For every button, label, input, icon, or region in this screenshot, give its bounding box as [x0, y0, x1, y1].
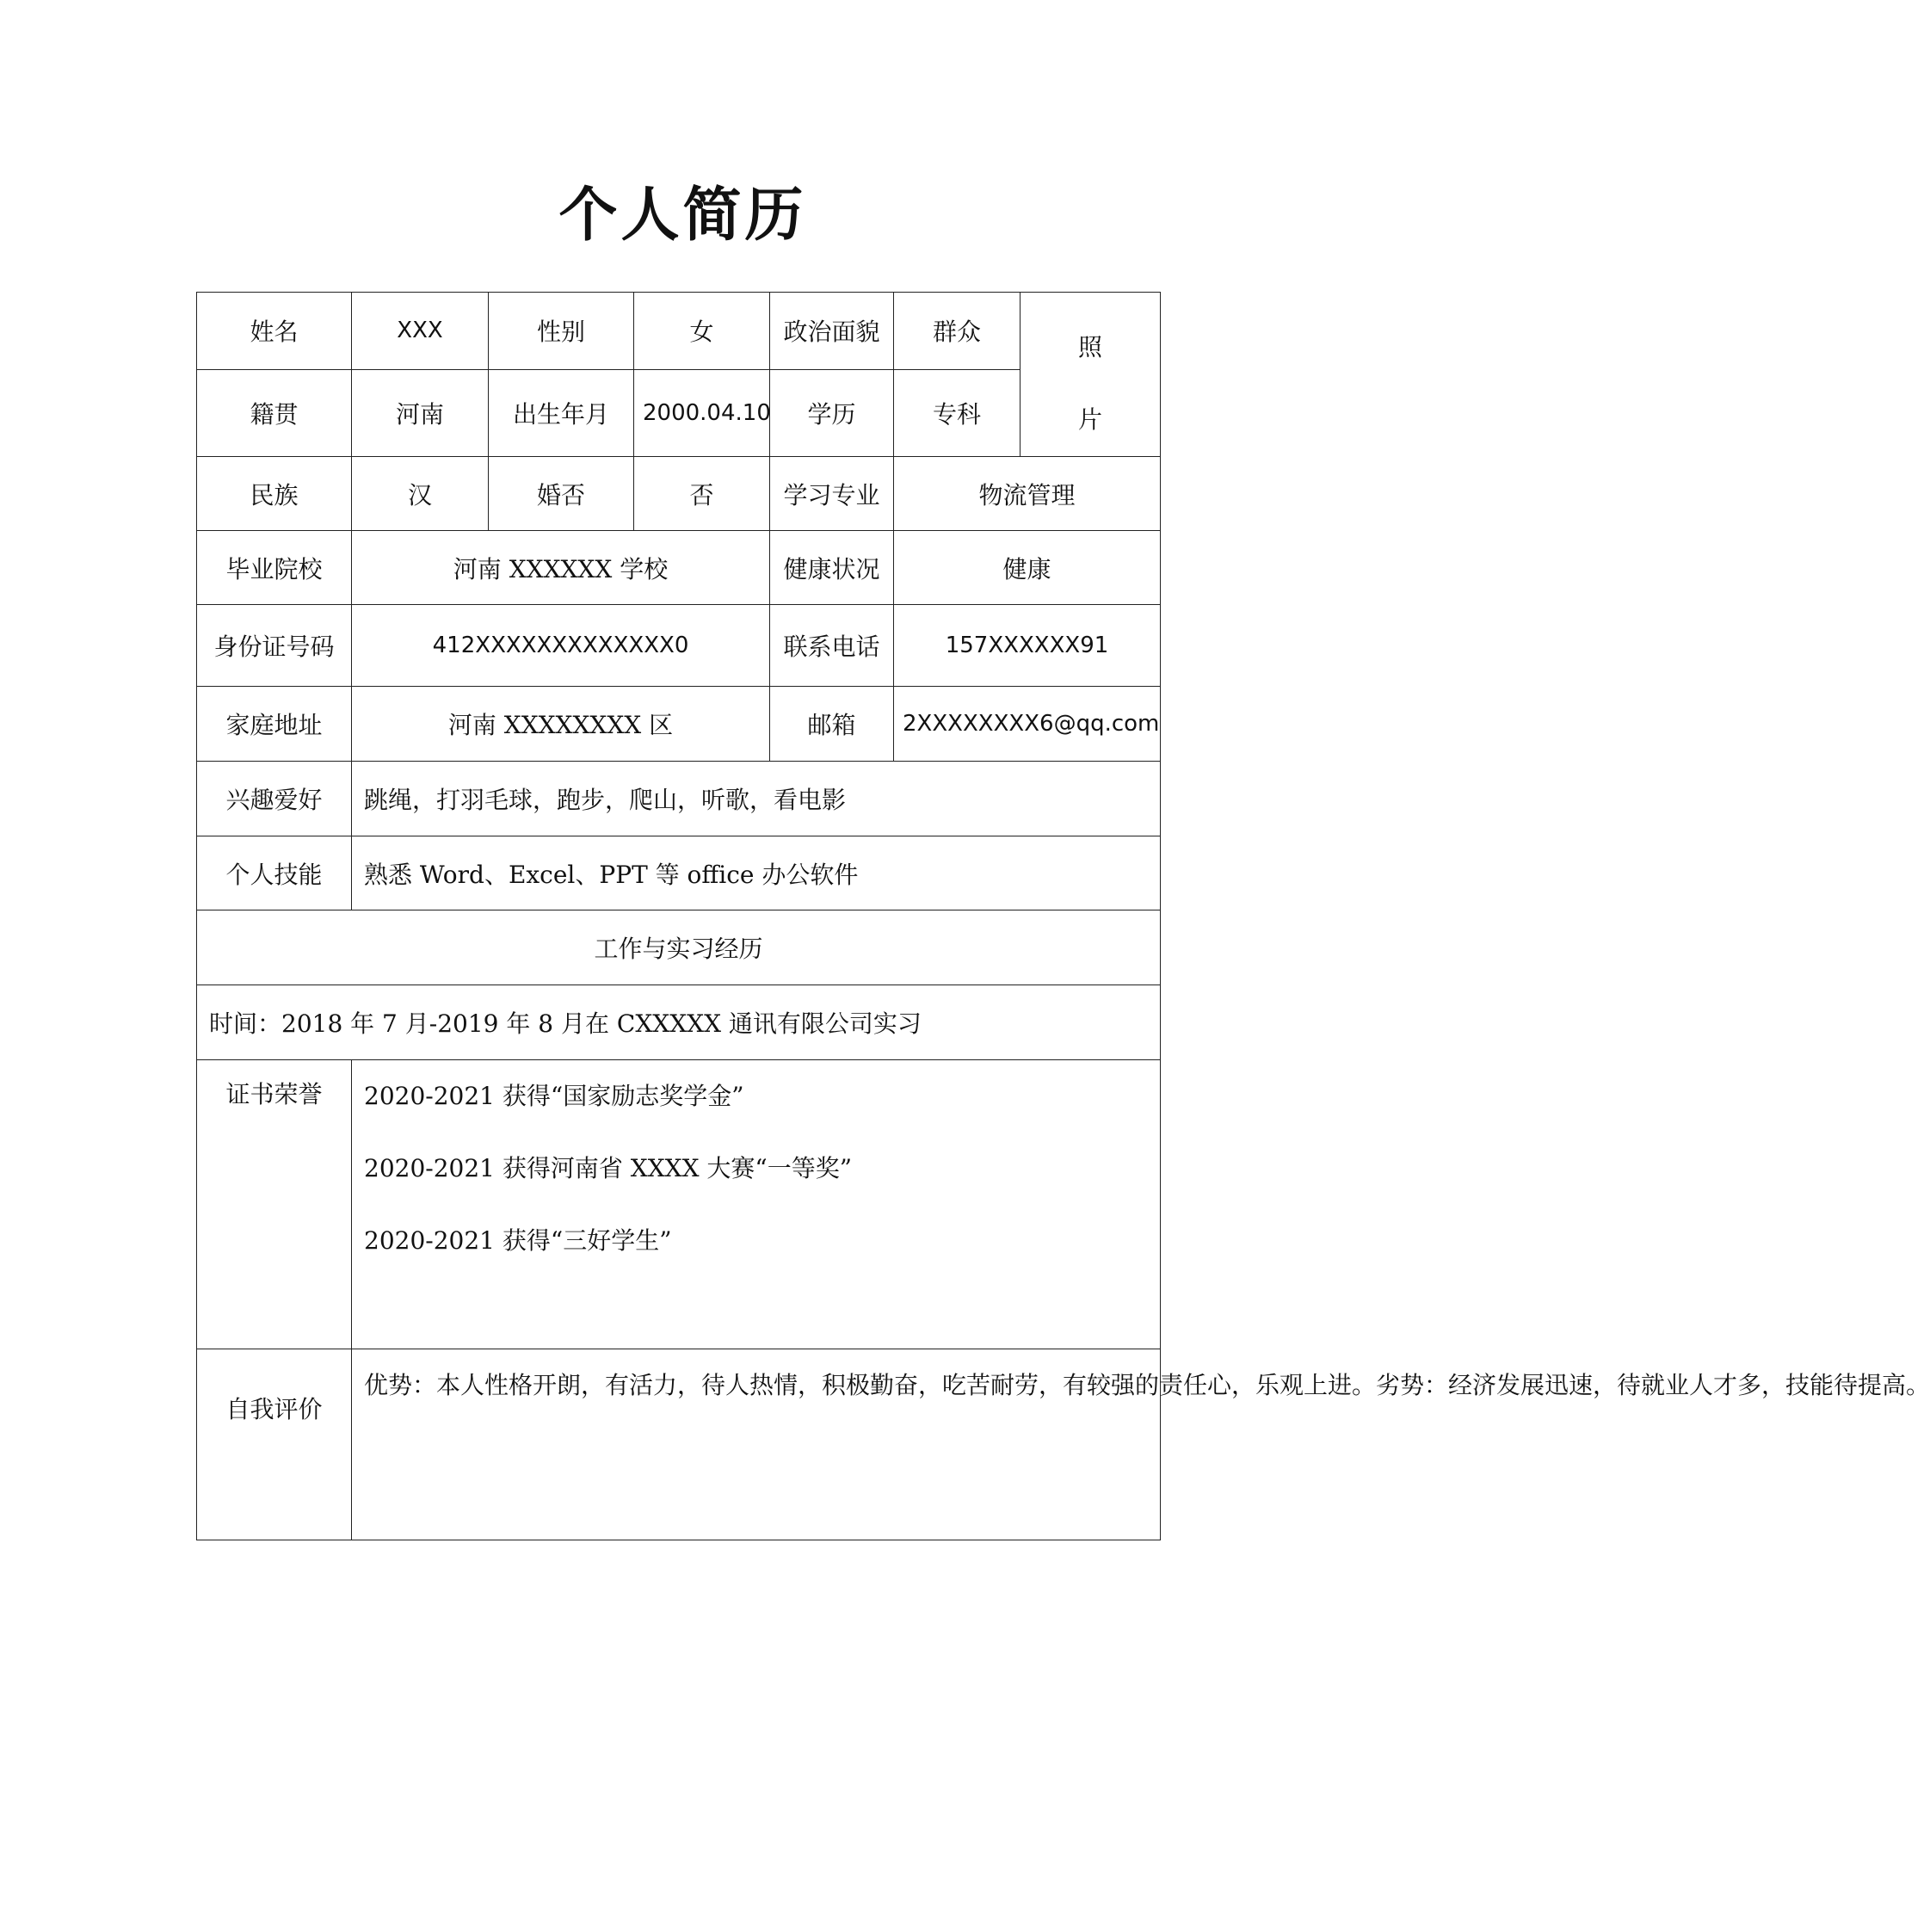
health-label: 健康状况: [770, 531, 894, 605]
native-value: 河南: [352, 369, 489, 456]
resume-table: [196, 292, 1930, 1540]
photo-label-1: 照: [1077, 333, 1102, 361]
email-value: 2XXXXXXXX6@qq.com: [894, 687, 1161, 762]
id-label: 身份证号码: [197, 605, 352, 687]
education-value: 专科: [894, 369, 1020, 456]
evaluation-text: 优势：本人性格开朗，有活力，待人热情，积极勤奋，吃苦耐劳，有较强的责任心，乐观上进。劣势：经济发展迅速，待就业人才多，技能待提高。: [352, 1349, 1161, 1540]
ethnicity-label: 民族: [197, 457, 352, 531]
hobbies-value: 跳绳，打羽毛球，跑步，爬山，听歌，看电影: [352, 762, 1161, 836]
major-value: 物流管理: [894, 457, 1161, 531]
honors-list: [352, 1060, 1161, 1349]
health-value: 健康: [894, 531, 1161, 605]
row-work-entry: [197, 985, 1161, 1060]
major-label: 学习专业: [770, 457, 894, 531]
school-label: 毕业院校: [197, 531, 352, 605]
page-title: 个人简历: [558, 181, 807, 250]
photo-label-2: 片: [1077, 405, 1102, 434]
gender-label: 性别: [489, 293, 634, 370]
row-address: [197, 687, 1161, 762]
row-school: [197, 531, 1161, 605]
skills-value: 熟悉 Word、Excel、PPT 等 office 办公软件: [352, 836, 1161, 910]
ethnicity-value: 汉: [352, 457, 489, 531]
photo-placeholder: [1020, 293, 1161, 457]
name-value: XXX: [352, 293, 489, 370]
evaluation-label: 自我评价: [197, 1349, 352, 1540]
row-basic-1: [197, 293, 1161, 370]
school-value: 河南 XXXXXX 学校: [352, 531, 770, 605]
row-work-heading: [197, 910, 1161, 985]
honor-item: 2020-2021 获得“三好学生”: [364, 1226, 672, 1255]
birth-label: 出生年月: [489, 369, 634, 456]
row-honors: [197, 1060, 1161, 1349]
honors-label: 证书荣誉: [197, 1060, 352, 1349]
political-value: 群众: [894, 293, 1020, 370]
phone-label: 联系电话: [770, 605, 894, 687]
row-basic-2: [197, 369, 1161, 456]
education-label: 学历: [770, 369, 894, 456]
work-entry: 时间：2018 年 7 月-2019 年 8 月在 CXXXXX 通讯有限公司实习: [197, 985, 1161, 1060]
row-hobbies: [197, 762, 1161, 836]
row-basic-3: [197, 457, 1161, 531]
skills-label: 个人技能: [197, 836, 352, 910]
work-heading: 工作与实习经历: [197, 910, 1161, 985]
marital-value: 否: [634, 457, 770, 531]
hobbies-label: 兴趣爱好: [197, 762, 352, 836]
honor-item: 2020-2021 获得河南省 XXXX 大赛“一等奖”: [364, 1154, 853, 1182]
birth-value: 2000.04.10: [634, 369, 770, 456]
address-label: 家庭地址: [197, 687, 352, 762]
phone-value: 157XXXXXX91: [894, 605, 1161, 687]
marital-label: 婚否: [489, 457, 634, 531]
row-skills: [197, 836, 1161, 910]
name-label: 姓名: [197, 293, 352, 370]
id-value: 412XXXXXXXXXXXXX0: [352, 605, 770, 687]
gender-value: 女: [634, 293, 770, 370]
political-label: 政治面貌: [770, 293, 894, 370]
honor-item: 2020-2021 获得“国家励志奖学金”: [364, 1082, 744, 1110]
address-value: 河南 XXXXXXXX 区: [352, 687, 770, 762]
row-evaluation: [197, 1349, 1161, 1540]
native-label: 籍贯: [197, 369, 352, 456]
row-id: [197, 605, 1161, 687]
email-label: 邮箱: [770, 687, 894, 762]
